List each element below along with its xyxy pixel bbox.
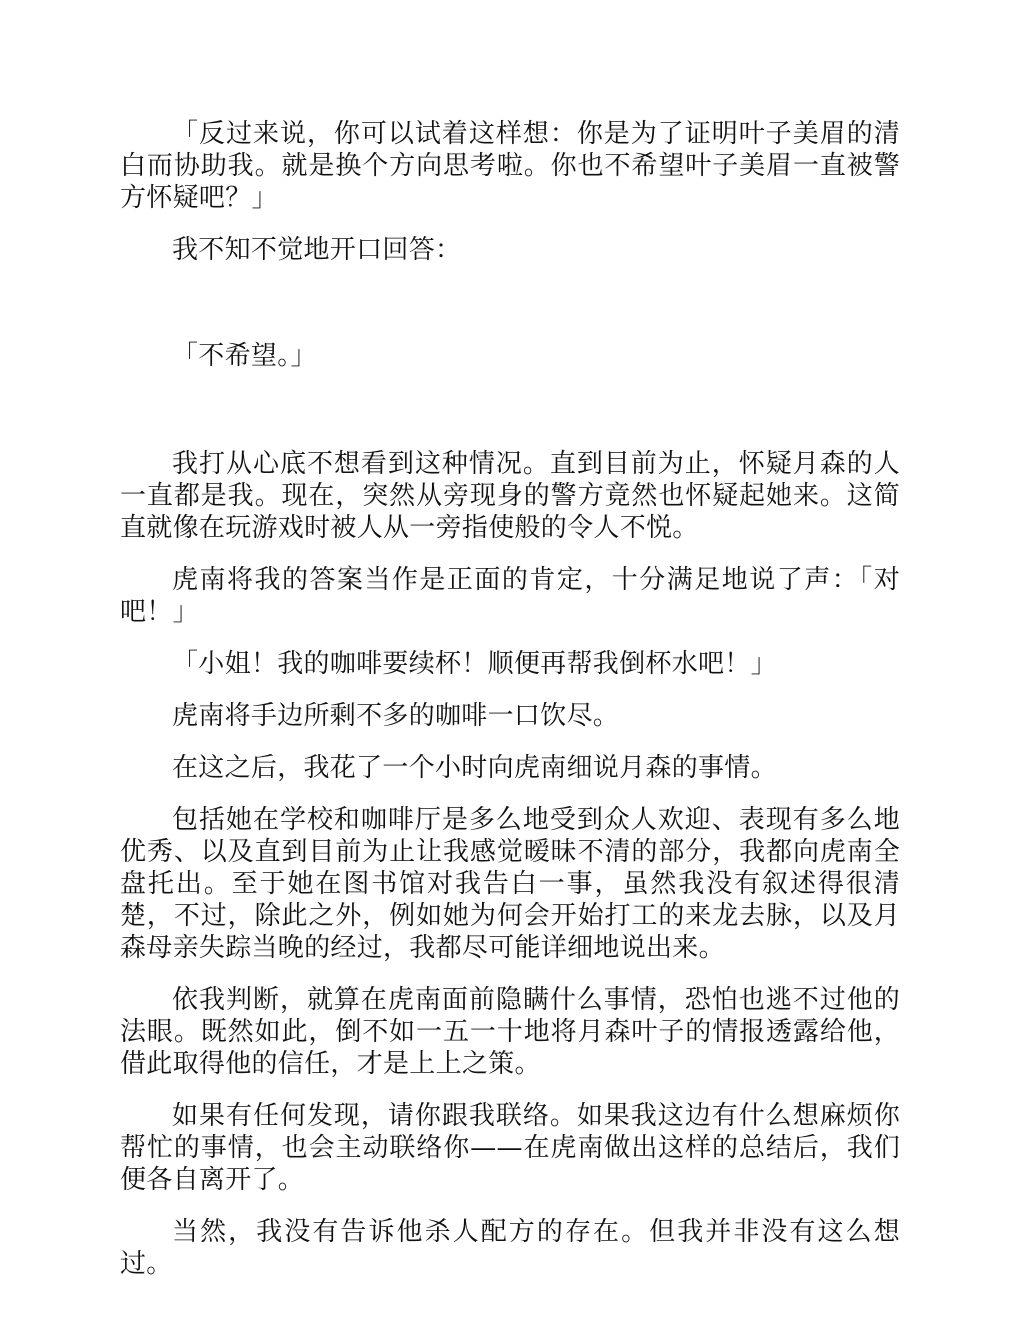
paragraph: 如果有任何发现，请你跟我联络。如果我这边有什么想麻烦你帮忙的事情，也会主动联络你——在虎南做出这样的总结后，我们便各自离开了。 — [120, 1101, 900, 1195]
paragraph: 我打从心底不想看到这种情况。直到目前为止，怀疑月森的人一直都是我。现在，突然从旁现身的警方竟然也怀疑起她来。这简直就像在玩游戏时被人从一旁指使般的令人不悦。 — [120, 449, 900, 543]
paragraph: 「不希望。」 — [172, 341, 317, 371]
paragraph: 当然，我没有告诉他杀人配方的存在。但我并非没有这么想过。 — [120, 1217, 900, 1279]
paragraph: 包括她在学校和咖啡厅是多么地受到众人欢迎、表现有多么地优秀、以及直到目前为止让我感觉暧昧不清的部分，我都向虎南全盘托出。至于她在图书馆对我告白一事，虽然我没有叙述得很清楚，不过，除此之外，例如她为何会开始打工的来龙去脉，以及月森母亲失踪当晚的经过，我都尽可能详细地说出来。 — [120, 805, 900, 963]
paragraph: 「反过来说，你可以试着这样想：你是为了证明叶子美眉的清白而协助我。就是换个方向思考啦。你也不希望叶子美眉一直被警方怀疑吧？」 — [120, 119, 900, 213]
paragraph: 「小姐！我的咖啡要续杯！顺便再帮我倒杯水吧！」 — [172, 649, 777, 679]
paragraph: 虎南将手边所剩不多的咖啡一口饮尽。 — [172, 701, 620, 731]
body-text — [120, 118, 900, 1300]
paragraph: 依我判断，就算在虎南面前隐瞒什么事情，恐怕也逃不过他的法眼。既然如此，倒不如一五一十地将月森叶子的情报透露给他，借此取得他的信任，才是上上之策。 — [120, 985, 900, 1079]
paragraph: 在这之后，我花了一个小时向虎南细说月森的事情。 — [172, 753, 777, 783]
paragraph: 虎南将我的答案当作是正面的肯定，十分满足地说了声：「对吧！」 — [120, 565, 900, 627]
paragraph: 我不知不觉地开口回答： — [172, 235, 462, 265]
